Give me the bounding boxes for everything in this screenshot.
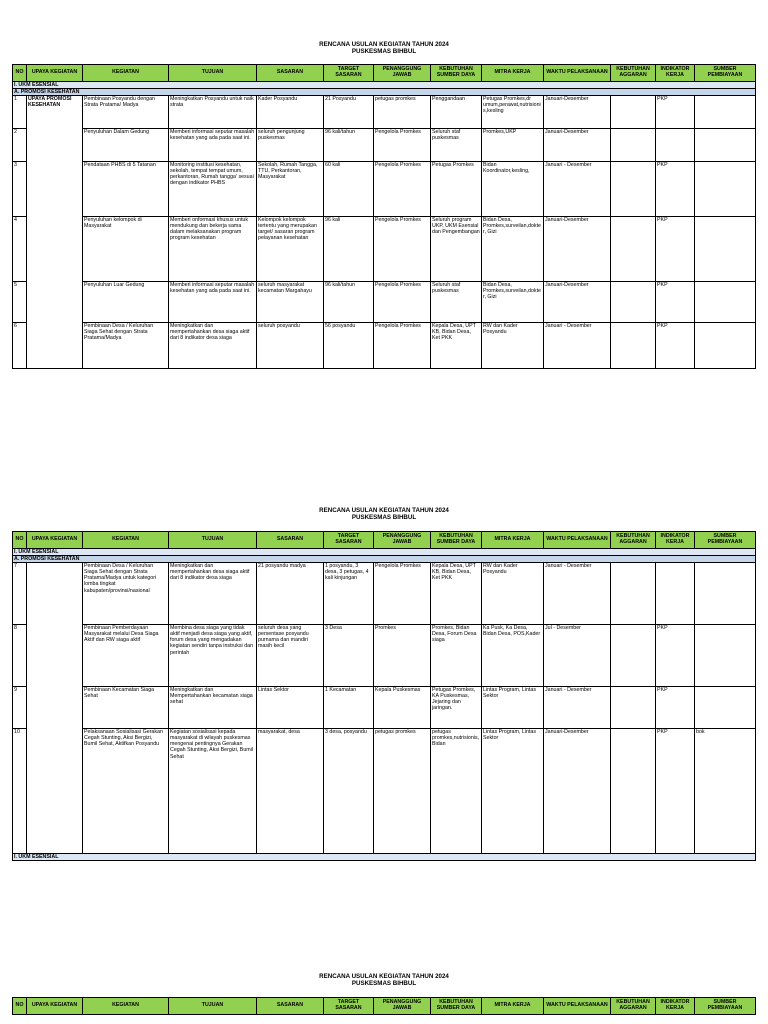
header-penanggung: PENANGGUNG JAWAB xyxy=(374,998,431,1015)
section-ukm-label: I. UKM ESENSIAL xyxy=(13,854,756,861)
row-kegiatan: Penyuluhan Luar Gedung xyxy=(83,282,169,323)
row-pj: Pengelola Promkes xyxy=(374,282,431,323)
header-sumber: SUMBER PEMBIAYAAN xyxy=(695,532,756,549)
row-target: 3 Desa xyxy=(324,625,374,687)
row-anggaran xyxy=(611,625,656,687)
row-no: 1 xyxy=(13,96,27,129)
row-sd: Penggandaan xyxy=(431,96,482,129)
row-anggaran xyxy=(611,282,656,323)
row-no: 8 xyxy=(13,625,27,687)
row-target: 60 kali xyxy=(324,162,374,217)
row-pj: Pengelola Promkes xyxy=(374,217,431,282)
row-mitra: Petugas Promkes,dr umum,perawat,nutrisionis,kesling xyxy=(482,96,544,129)
row-target: 96 kali xyxy=(324,217,374,282)
upaya-cell xyxy=(27,563,83,854)
row-anggaran xyxy=(611,563,656,625)
document-title: RENCANA USULAN KEGIATAN TAHUN 2024 xyxy=(319,41,449,48)
row-indikator: PKP xyxy=(656,96,695,129)
row-target: 56 posyandu xyxy=(324,323,374,369)
row-pj: Pengelola Promkes xyxy=(374,563,431,625)
row-tujuan: Memberi informasi seputar masalah kesehatan yang ada pada saat ini. xyxy=(169,129,257,162)
row-indikator: PKP xyxy=(656,282,695,323)
header-mitra: MITRA KERJA xyxy=(482,998,544,1015)
row-kegiatan: Pembinaan Posyandu dengan Strata Pratama/ Madya xyxy=(83,96,169,129)
row-indikator xyxy=(656,129,695,162)
header-target: TARGET SASARAN xyxy=(324,998,374,1015)
header-upaya: UPAYA KEGIATAN xyxy=(27,532,83,549)
row-mitra: Ka Pusk, Ka Desa, Bidan Desa, POS,Kader xyxy=(482,625,544,687)
row-waktu: Januari-Desember xyxy=(544,96,611,129)
header-tujuan: TUJUAN xyxy=(169,532,257,549)
row-sumber xyxy=(695,687,756,729)
row-kegiatan: Pembinaan Desa / Keluruhan Siaga Sehat dengan Strata Pratama/Madya xyxy=(83,323,169,369)
row-sumber xyxy=(695,162,756,217)
kegiatan-table xyxy=(12,64,756,369)
row-pj: Kepala Puskesmas xyxy=(374,687,431,729)
row-target: 96 kali/tahun xyxy=(324,282,374,323)
row-sasaran: seluruh desa yang persentase posyandu purnama dan mandiri masih kecil xyxy=(257,625,324,687)
header-row xyxy=(13,532,756,549)
header-no: NO xyxy=(13,532,27,549)
header-upaya: UPAYA KEGIATAN xyxy=(27,998,83,1015)
table-row xyxy=(13,563,756,625)
row-pj: Pengelola Promkes xyxy=(374,323,431,369)
document-title: RENCANA USULAN KEGIATAN TAHUN 2024 xyxy=(319,507,449,514)
row-waktu: Januari - Desember xyxy=(544,162,611,217)
row-tujuan: Membina desa siaga yang tidak aktif menjadi desa siaga yang aktif, forum desa yang mengadakan kegiatan sendiri tanpa instruksi dan perintah xyxy=(169,625,257,687)
document-subtitle: PUSKESMAS BIHBUL xyxy=(351,980,417,987)
header-kegiatan: KEGIATAN xyxy=(83,532,169,549)
kegiatan-table xyxy=(12,531,756,861)
header-target: TARGET SASARAN xyxy=(324,532,374,549)
row-kegiatan: Pembinaan Pemberdayaan Masyarakat melalui Desa Siaga Aktif dan RW siaga aktif xyxy=(83,625,169,687)
row-sumber xyxy=(695,217,756,282)
row-kegiatan: Penyuluhan kelompok di Masyarakat xyxy=(83,217,169,282)
table-row xyxy=(13,687,756,729)
row-waktu: Januari-Desember xyxy=(544,282,611,323)
row-tujuan: Kegiatan sosialisasi kepada masyarakat di wilayah puskesmas mengenai pentingnya Gerakan Cegah Stunting, Aksi Bergizi, Bumil Sehat xyxy=(169,729,257,854)
row-mitra: Promkes,UKP xyxy=(482,129,544,162)
row-no: 2 xyxy=(13,129,27,162)
row-kegiatan: Pelaksanaan Sosialisasi Gerakan Cegah Stunting, Aksi Bergizi, Bumil Sehat, Aktifkan Posyandu xyxy=(83,729,169,854)
table-row xyxy=(13,323,756,369)
header-no: NO xyxy=(13,65,27,82)
header-waktu: WAKTU PELAKSANAAN xyxy=(544,65,611,82)
header-tujuan: TUJUAN xyxy=(169,998,257,1015)
row-sumber xyxy=(695,323,756,369)
row-sd: Promkes, Bidan Desa, Forum Desa siaga xyxy=(431,625,482,687)
header-kebutuhan-sd: KEBUTUHAN SUMBER DAYA xyxy=(431,65,482,82)
kegiatan-table xyxy=(12,997,756,1015)
header-sasaran: SASARAN xyxy=(257,998,324,1015)
row-sasaran: seluruh pengunjung puskesmas xyxy=(257,129,324,162)
section-promkes-label: A. PROMOSI KESEHATAN xyxy=(13,89,756,96)
row-target: 3 desa, posyandu xyxy=(324,729,374,854)
row-no: 4 xyxy=(13,217,27,282)
row-sumber xyxy=(695,282,756,323)
table-row xyxy=(13,729,756,854)
row-sumber: bok xyxy=(695,729,756,854)
row-mitra: Bidan Desa, Promkes,surveilan,dokter, Gizi xyxy=(482,282,544,323)
row-sasaran: Kelompok kelompok tertentu yang merupakan target/ sasaran program pelayanan kesehatan xyxy=(257,217,324,282)
header-sasaran: SASARAN xyxy=(257,65,324,82)
row-indikator: PKP xyxy=(656,625,695,687)
header-kebutuhan-anggaran: KEBUTUHAN AGGARAN xyxy=(611,532,656,549)
row-pj: petugas promkes xyxy=(374,96,431,129)
row-indikator: PKP xyxy=(656,687,695,729)
row-sd: Kepala Desa, UPT KB, Bidan Desa, Ket PKK xyxy=(431,323,482,369)
row-tujuan: Meningkatkan dan mempertahankan desa siaga aktif dari 8 indikator desa siaga xyxy=(169,563,257,625)
row-sd: Petugas Promkes, KA Puskesmas, Jejaring dan jaringan. xyxy=(431,687,482,729)
row-target: 21 Posyandu xyxy=(324,96,374,129)
section-row-ukm xyxy=(13,854,756,861)
row-anggaran xyxy=(611,96,656,129)
section-promkes-label: A. PROMOSI KESEHATAN xyxy=(13,556,756,563)
row-kegiatan: Penyuluhan Dalam Gedung xyxy=(83,129,169,162)
row-mitra: Bidan Desa, Promkes,surveilan,dokter, Gizi xyxy=(482,217,544,282)
row-sumber xyxy=(695,625,756,687)
header-mitra: MITRA KERJA xyxy=(482,532,544,549)
row-waktu: Januari-Desember xyxy=(544,729,611,854)
row-sasaran: seluruh masyarakat kecamatan Margahayu xyxy=(257,282,324,323)
row-waktu: Januari - Desember xyxy=(544,563,611,625)
header-waktu: WAKTU PELAKSANAAN xyxy=(544,998,611,1015)
table-row xyxy=(13,217,756,282)
row-sd: Seluruh program UKP, UKM Esensial dan Pengembangan xyxy=(431,217,482,282)
header-kebutuhan-sd: KEBUTUHAN SUMBER DAYA xyxy=(431,532,482,549)
row-sasaran: Kader Posyandu xyxy=(257,96,324,129)
header-kebutuhan-anggaran: KEBUTUHAN AGGARAN xyxy=(611,65,656,82)
table-row xyxy=(13,162,756,217)
row-tujuan: Meningkatkan dan mempertahankan desa siaga aktif dari 8 indikator desa siaga xyxy=(169,323,257,369)
table-row xyxy=(13,129,756,162)
section-row-promkes xyxy=(13,556,756,563)
table-row xyxy=(13,282,756,323)
row-anggaran xyxy=(611,217,656,282)
row-target: 96 kali/tahun xyxy=(324,129,374,162)
header-kegiatan: KEGIATAN xyxy=(83,998,169,1015)
table-row xyxy=(13,96,756,129)
header-penanggung: PENANGGUNG JAWAB xyxy=(374,532,431,549)
header-sumber: SUMBER PEMBIAYAAN xyxy=(695,998,756,1015)
row-mitra: Lintas Program, Lintas Sektor xyxy=(482,729,544,854)
header-target: TARGET SASARAN xyxy=(324,65,374,82)
header-row xyxy=(13,998,756,1015)
header-indikator: INDIKATOR KERJA xyxy=(656,65,695,82)
header-kegiatan: KEGIATAN xyxy=(83,65,169,82)
row-anggaran xyxy=(611,162,656,217)
header-row xyxy=(13,65,756,82)
section-row-promkes xyxy=(13,89,756,96)
row-no: 9 xyxy=(13,687,27,729)
row-anggaran xyxy=(611,687,656,729)
row-sasaran: Sekolah, Rumah Tangga, TTU, Perkantoran, Masyarakat xyxy=(257,162,324,217)
header-kebutuhan-anggaran: KEBUTUHAN AGGARAN xyxy=(611,998,656,1015)
row-sumber xyxy=(695,129,756,162)
row-pj: Promkes xyxy=(374,625,431,687)
row-tujuan: Meningkatkan dan Mempertahankan kecamatan siaga sehat xyxy=(169,687,257,729)
row-mitra: RW dan Kader Posyandu xyxy=(482,323,544,369)
header-tujuan: TUJUAN xyxy=(169,65,257,82)
row-tujuan: Memberi onformasi khusus untuk mendukung dan bekerja sama dalam melaksanakan program program kesehatan xyxy=(169,217,257,282)
row-sasaran: 21 posyandu madya xyxy=(257,563,324,625)
row-target: 1 Kecamatan xyxy=(324,687,374,729)
row-kegiatan: Pendataan PHBS di 5 Tatanan xyxy=(83,162,169,217)
row-pj: Pengelola Promkes xyxy=(374,162,431,217)
row-indikator: PKP xyxy=(656,729,695,854)
document-title: RENCANA USULAN KEGIATAN TAHUN 2024 xyxy=(319,973,449,980)
row-kegiatan: Pembinaan Kecamatan Siaga Sehat xyxy=(83,687,169,729)
row-waktu: Januari-Desember xyxy=(544,217,611,282)
row-indikator: PKP xyxy=(656,217,695,282)
header-mitra: MITRA KERJA xyxy=(482,65,544,82)
row-indikator: PKP xyxy=(656,162,695,217)
table-row xyxy=(13,625,756,687)
header-no: NO xyxy=(13,998,27,1015)
row-tujuan: Memberi informasi seputar masalah kesehatan yang ada pada saat ini. xyxy=(169,282,257,323)
row-sumber xyxy=(695,563,756,625)
row-kegiatan: Pembinaan Desa / Keluruhan Siaga Sehat dengan Strata Pratama/Madya untuk kategori lomba tingkat kabupaten/provinsi/nasional xyxy=(83,563,169,625)
row-target: 1 posyandu, 3 desa, 3 petugas, 4 kali kinjungan xyxy=(324,563,374,625)
row-sd: petugas promkes,nutrisionis, Bidan xyxy=(431,729,482,854)
row-no: 5 xyxy=(13,282,27,323)
row-waktu: Januari-Desember xyxy=(544,129,611,162)
header-waktu: WAKTU PELAKSANAAN xyxy=(544,532,611,549)
row-mitra: Bidan Koordinator,kesling, xyxy=(482,162,544,217)
row-anggaran xyxy=(611,129,656,162)
section-row-ukm xyxy=(13,82,756,89)
section-ukm-label: I. UKM ESENSIAL xyxy=(13,549,756,556)
row-no: 6 xyxy=(13,323,27,369)
row-sasaran: masyarakat, desa xyxy=(257,729,324,854)
row-anggaran xyxy=(611,323,656,369)
upaya-label: UPAYA PROMOSI KESEHATAN xyxy=(27,96,83,369)
row-tujuan: Monitoring institusi kesehatan, sekolah, tempat tempat umum, perkantoran, Rumah tangga' sesuai dengan indikator PHBS xyxy=(169,162,257,217)
row-indikator xyxy=(656,563,695,625)
header-kebutuhan-sd: KEBUTUHAN SUMBER DAYA xyxy=(431,998,482,1015)
row-sd: Seluruh staf puskesmas xyxy=(431,129,482,162)
header-sasaran: SASARAN xyxy=(257,532,324,549)
row-sumber xyxy=(695,96,756,129)
row-sd: Kepala Desa, UPT KB, Bidan Desa, Ket PKK xyxy=(431,563,482,625)
header-indikator: INDIKATOR KERJA xyxy=(656,998,695,1015)
row-sd: Petugas Promkes xyxy=(431,162,482,217)
row-no: 10 xyxy=(13,729,27,854)
row-sasaran: seluruh posyandu xyxy=(257,323,324,369)
row-pj: petugas promkes xyxy=(374,729,431,854)
header-penanggung: PENANGGUNG JAWAB xyxy=(374,65,431,82)
row-anggaran xyxy=(611,729,656,854)
document-subtitle: PUSKESMAS BIHBUL xyxy=(351,48,417,55)
row-waktu: Januari - Desember xyxy=(544,323,611,369)
row-no: 3 xyxy=(13,162,27,217)
row-mitra: Lintas Program, Lintas Sektor xyxy=(482,687,544,729)
header-upaya: UPAYA KEGIATAN xyxy=(27,65,83,82)
row-pj: Pengelola Promkes xyxy=(374,129,431,162)
row-waktu: Jul - Desember xyxy=(544,625,611,687)
row-sasaran: Lintas Sektor xyxy=(257,687,324,729)
header-sumber: SUMBER PEMBIAYAAN xyxy=(695,65,756,82)
row-indikator: PKP xyxy=(656,323,695,369)
document-subtitle: PUSKESMAS BIHBUL xyxy=(351,514,417,521)
section-row-ukm xyxy=(13,549,756,556)
row-mitra: RW dan Kader Posyandu xyxy=(482,563,544,625)
row-tujuan: Meningkatkan Posyandu untuk naik strata xyxy=(169,96,257,129)
row-no: 7 xyxy=(13,563,27,625)
header-indikator: INDIKATOR KERJA xyxy=(656,532,695,549)
row-sd: Seluruh staf puskesmas xyxy=(431,282,482,323)
section-ukm-label: I. UKM ESENSIAL xyxy=(13,82,756,89)
row-waktu: Januari - Desember xyxy=(544,687,611,729)
